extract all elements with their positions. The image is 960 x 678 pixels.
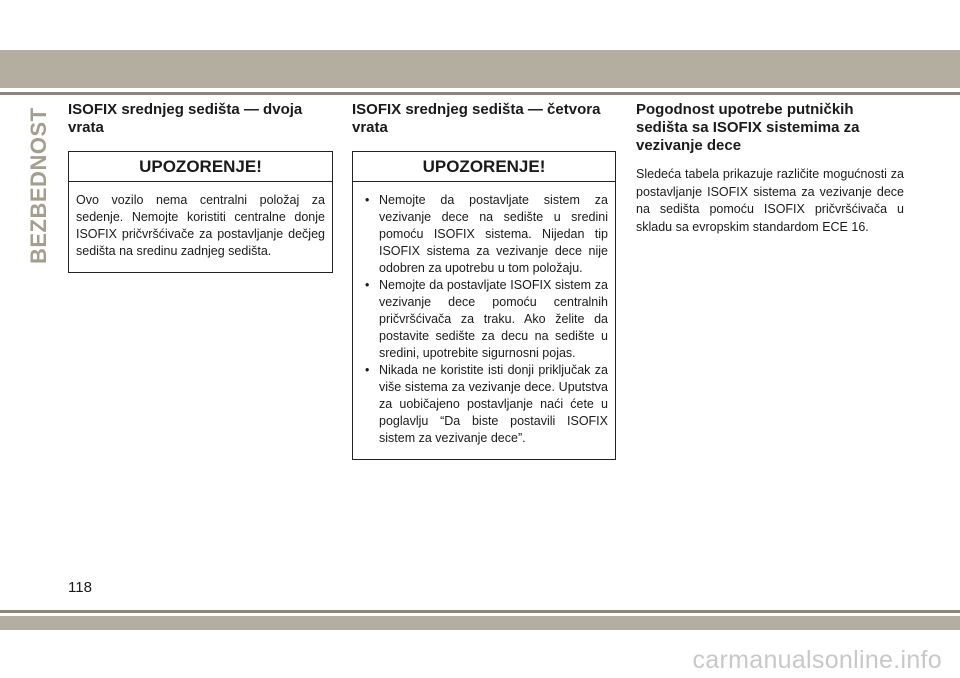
warning-list-item: • Nikada ne koristite isti donji priključak za više sistema za vezivanje dece. Uputstva za uobičajeno postavljanje naći ćete u poglavlju “Da biste postavili ISOFIX sistem za vezivanje dece”. (360, 362, 608, 447)
warning-list-item: • Nemojte da postavljate ISOFIX sistem za vezivanje dece pomoću centralnih pričvršćivača za traku. Ako želite da postavite sedište za decu na sedište u sredini, upotrebite sigurnosni pojas. (360, 277, 608, 362)
heading-four-door: ISOFIX srednjeg sedišta — četvora vrata (352, 101, 601, 136)
heading-two-door: ISOFIX srednjeg sedišta — dvoja vrata (68, 101, 303, 136)
header-rule (0, 92, 960, 95)
section-side-label: BEZBEDNOST (26, 107, 51, 264)
warning-list (353, 182, 615, 459)
warning-title: UPOZORENJE! (353, 152, 615, 182)
watermark-text: carmanualsonline.info (692, 646, 942, 674)
warning-list-item: • Nemojte da postavljate sistem za vezivanje dece na sedište u sredini pomoću ISOFIX sistema. Nijedan tip ISOFIX sistema za vezivanje dece nije odobren za upotrebu u tom položaju. (360, 192, 608, 277)
column-two-door (68, 101, 333, 273)
heading-seat-suitability: Pogodnost upotrebe putničkih sedišta sa ISOFIX sistemima za vezivanje dece (636, 101, 860, 154)
warning-box-two-door (68, 151, 333, 273)
column-seat-suitability (636, 101, 904, 236)
warning-box-four-door (352, 151, 616, 460)
body-paragraph: Sledeća tabela prikazuje različite mogućnosti za postavljanje ISOFIX sistema za vezivanje dece na sedišta pomoću ISOFIX pričvršćivača u skladu sa evropskim standardom ECE 16. (636, 167, 904, 234)
warning-text: Ovo vozilo nema centralni položaj za sedenje. Nemojte koristiti centralne donje ISOFIX pričvršćivače za postavljanje dečjeg sedišta na sredinu zadnjeg sedišta. (76, 193, 325, 258)
footer-band (0, 616, 960, 630)
header-band (0, 50, 960, 88)
page-number: 118 (68, 579, 92, 596)
footer-rule (0, 610, 960, 613)
column-four-door (352, 101, 616, 460)
warning-title: UPOZORENJE! (69, 152, 332, 182)
